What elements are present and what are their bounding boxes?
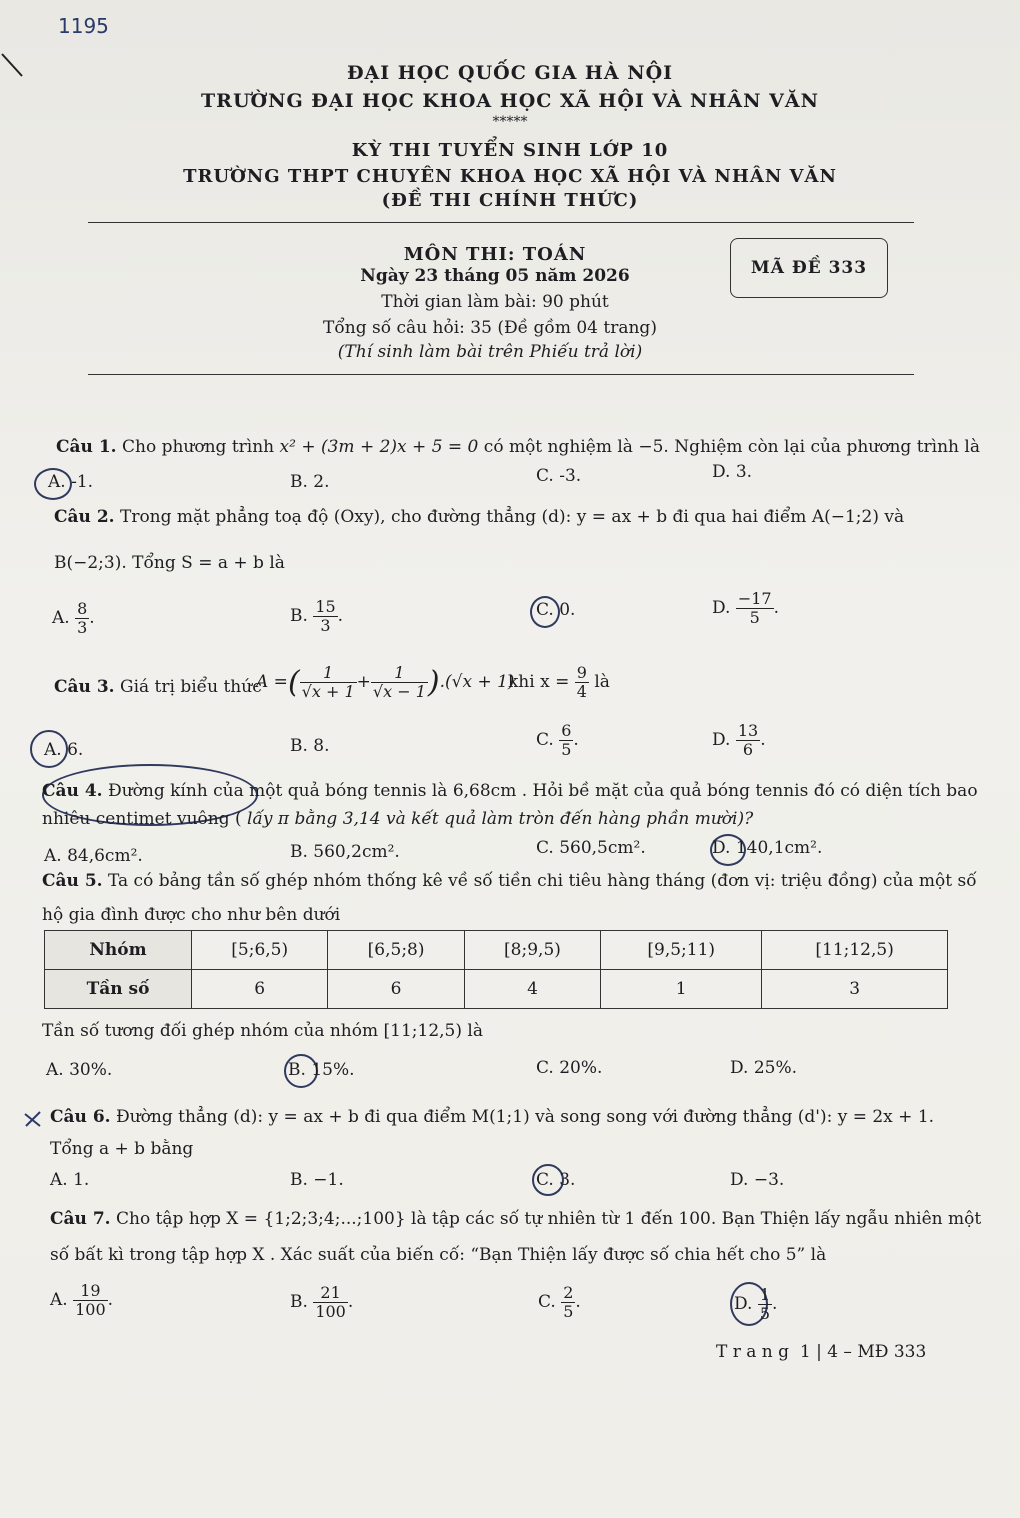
table-cell: 6 [328,970,464,1009]
question-label: Câu 4. [42,781,103,801]
q2-option-d: D. $\frac{-17}{5}$ . [712,589,780,627]
question-6-line2: Tổng a + b bằng [50,1139,194,1159]
q7-option-c: C. $\frac{2}{5}$ . [538,1283,581,1321]
exam-code-box: MÃ ĐỀ 333 [730,238,888,298]
table-cell: 4 [464,970,600,1009]
q4-option-a: A. 84,6cm². [44,846,143,866]
q5-option-a: A. 30%. [46,1060,113,1080]
question-3: Câu 3. Giá trị biểu thức [54,677,262,697]
q3-condition: khi x = $\frac{9}{4}$ là [508,663,610,701]
q3-option-b: B. 8. [290,736,330,756]
stars-divider: ***** [492,114,528,130]
page-footer: T r a n g 1 | 4 – MĐ 333 [716,1342,927,1362]
question-7: Câu 7. Cho tập hợp X = {1;2;3;4;...;100} là tập các số tự nhiên từ 1 đến 100. Bạn Thiện lấy ngẫu nhiên một [50,1209,982,1229]
q5-option-b: B. 15%. [288,1060,355,1080]
question-count: Tổng số câu hỏi: 35 (Đề gồm 04 trang) [323,318,657,338]
q7-option-a: A. $\frac{19}{100}$ . [50,1281,114,1319]
info-rule [88,374,914,375]
question-5-line2: hộ gia đình được cho như bên dưới [42,905,341,925]
table-cell: 3 [762,970,948,1009]
question-label: Câu 6. [50,1107,111,1127]
q2-option-a: A. $\frac{8}{3}$ . [52,599,95,637]
question-4-line2: nhiêu centimet vuông ( lấy π bằng 3,14 và kết quả làm tròn đến hàng phần mười)? [42,809,754,829]
exam-duration: Thời gian làm bài: 90 phút [381,292,609,312]
q1-option-d: D. 3. [712,462,753,482]
table-cell: [5;6,5) [192,931,328,970]
exam-title: KỲ THI TUYỂN SINH LỚP 10 [351,140,669,161]
table-cell: 6 [192,970,328,1009]
check-mark-icon [22,1108,44,1130]
header-rule [88,222,914,223]
q6-option-a: A. 1. [50,1170,90,1190]
high-school-name: TRƯỜNG THPT CHUYÊN KHOA HỌC XÃ HỘI VÀ NHÂN VĂN [183,166,837,187]
question-4: Câu 4. Đường kính của một quả bóng tennis là 6,68cm . Hỏi bề mặt của quả bóng tennis đó có diện tích bao [42,781,978,801]
table-cell: 1 [601,970,762,1009]
handwritten-number: 1195 [58,14,109,38]
q3-option-c: C. $\frac{6}{5}$ . [536,721,579,759]
q7-option-b: B. $\frac{21}{100}$ . [290,1283,354,1321]
q7-option-d: D. $\frac{1}{5}$ . [734,1285,778,1323]
q2-option-c: C. 0. [536,600,576,620]
question-7-line2: số bất kì trong tập hợp X . Xác suất của biến cố: “Bạn Thiện lấy được số chia hết cho 5” là [50,1245,827,1265]
q6-option-c: C. 3. [536,1170,576,1190]
question-label: Câu 3. [54,677,115,697]
table-header-cell: Tần số [45,970,192,1009]
table-cell: [11;12,5) [762,931,948,970]
answer-sheet-note: (Thí sinh làm bài trên Phiếu trả lời) [337,342,643,362]
school-name: TRƯỜNG ĐẠI HỌC KHOA HỌC XÃ HỘI VÀ NHÂN VĂN [201,90,819,112]
frequency-table [44,930,948,1009]
question-label: Câu 2. [54,507,115,527]
question-label: Câu 1. [56,437,117,457]
q3-option-a: A. 6. [44,740,84,760]
q4-option-d: D. 140,1cm². [712,838,823,858]
q5-option-d: D. 25%. [730,1058,798,1078]
table-row [45,970,948,1009]
q1-option-a: A. -1. [48,472,94,492]
table-header-cell: Nhóm [45,931,192,970]
question-6: Câu 6. Đường thẳng (d): y = ax + b đi qua điểm M(1;1) và song song với đường thẳng (d'): y = 2x + 1. [50,1107,935,1127]
q6-option-d: D. −3. [730,1170,785,1190]
q6-option-b: B. −1. [290,1170,344,1190]
q4-option-c: C. 560,5cm². [536,838,646,858]
question-label: Câu 7. [50,1209,111,1229]
table-cell: [8;9,5) [464,931,600,970]
university-name: ĐẠI HỌC QUỐC GIA HÀ NỘI [346,62,674,84]
table-cell: [6,5;8) [328,931,464,970]
q2-option-b: B. $\frac{15}{3}$ . [290,597,344,635]
table-row [45,931,948,970]
table-cell: [9,5;11) [601,931,762,970]
question-2-line2: B(−2;3). Tổng S = a + b là [54,553,285,573]
question-5: Câu 5. Ta có bảng tần số ghép nhóm thống kê về số tiền chi tiêu hàng tháng (đơn vị: triệu đồng) của một số [42,871,977,891]
q4-option-b: B. 560,2cm². [290,842,400,862]
q5-option-c: C. 20%. [536,1058,603,1078]
question-5-prompt: Tần số tương đối ghép nhóm của nhóm [11;12,5) là [42,1021,483,1041]
question-label: Câu 5. [42,871,103,891]
question-2: Câu 2. Trong mặt phẳng toạ độ (Oxy), cho đường thẳng (d): y = ax + b đi qua hai điểm A(−1;2) và [54,507,905,527]
q3-option-d: D. $\frac{13}{6}$ . [712,721,766,759]
q1-option-b: B. 2. [290,472,330,492]
subject-title: MÔN THI: TOÁN [403,244,587,265]
q3-expression: A =( $\frac{1}{√x + 1}$ + $\frac{1}{√x - 1}$ ).(√x + 1) [256,663,515,701]
q1-option-c: C. -3. [536,466,582,486]
official-label: (ĐỀ THI CHÍNH THỨC) [381,190,639,211]
exam-date: Ngày 23 tháng 05 năm 2026 [360,266,630,286]
question-1: Câu 1. Cho phương trình x² + (3m + 2)x + 5 = 0 có một nghiệm là −5. Nghiệm còn lại của phương trình là [56,437,980,457]
